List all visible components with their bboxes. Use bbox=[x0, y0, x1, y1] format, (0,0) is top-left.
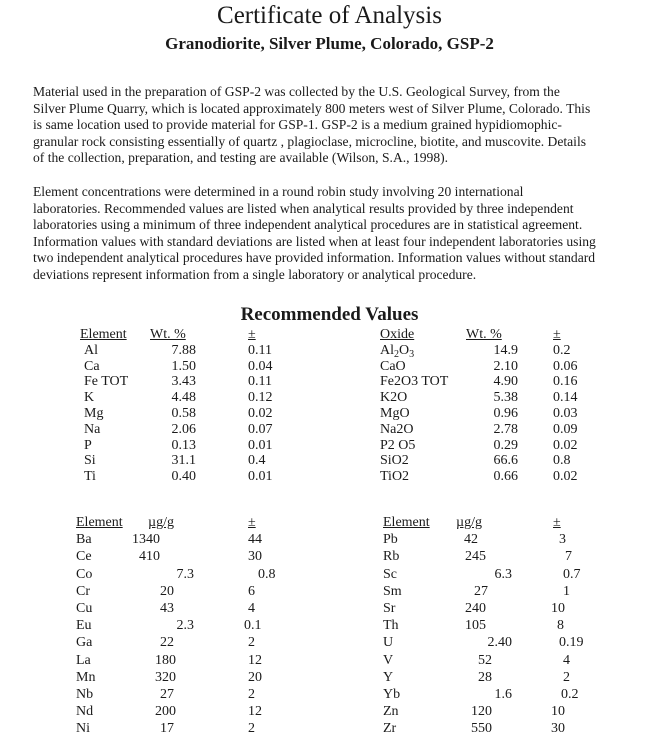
element-cell: Rb bbox=[383, 549, 400, 565]
element-cell: Nb bbox=[76, 687, 94, 702]
value-cell: 2.10 bbox=[493, 358, 518, 374]
uncertainty-cell: 0.11 bbox=[248, 374, 272, 390]
element-cell: Zr bbox=[383, 721, 397, 737]
value-cell: 7.3 bbox=[176, 566, 194, 582]
element-cell: MgO bbox=[380, 406, 410, 421]
value-cell: 5.38 bbox=[493, 390, 518, 406]
uncertainty-cell: 2 bbox=[248, 721, 255, 737]
uncertainty-cell: 0.02 bbox=[553, 437, 578, 453]
uncertainty-cell: 2 bbox=[248, 635, 255, 651]
element-cell: Nd bbox=[76, 704, 94, 720]
value-cell: 0.29 bbox=[493, 437, 518, 453]
uncertainty-cell: 0.01 bbox=[248, 469, 273, 485]
value-cell: 31.1 bbox=[171, 453, 196, 469]
column-header: ± bbox=[248, 515, 256, 530]
element-cell: Ce bbox=[76, 549, 92, 565]
value-cell: 1.6 bbox=[494, 687, 512, 702]
value-cell: 3.43 bbox=[171, 374, 196, 390]
value-cell: 120 bbox=[471, 704, 492, 720]
value-cell: 0.58 bbox=[171, 406, 196, 421]
method-paragraph bbox=[33, 184, 636, 283]
uncertainty-cell: 0.14 bbox=[553, 390, 578, 406]
element-cell: La bbox=[76, 652, 91, 668]
uncertainty-cell: 0.07 bbox=[248, 421, 273, 437]
element-cell: Mn bbox=[76, 669, 96, 685]
column-header: ± bbox=[553, 327, 561, 342]
uncertainty-cell: 0.12 bbox=[248, 390, 273, 406]
value-cell: 66.6 bbox=[493, 453, 518, 469]
document-title: Certificate of Analysis bbox=[217, 2, 442, 29]
value-cell: 1.50 bbox=[171, 358, 196, 374]
column-header: µg/g bbox=[456, 515, 482, 530]
uncertainty-cell: 0.4 bbox=[248, 453, 266, 469]
uncertainty-cell: 2 bbox=[563, 669, 570, 685]
element-cell: Pb bbox=[383, 532, 398, 548]
element-cell: TiO2 bbox=[380, 469, 410, 485]
paragraph-line: deviations represent information from a single laboratory or analytical procedure. bbox=[33, 266, 477, 282]
element-cell: Co bbox=[76, 566, 93, 582]
value-cell: 1340 bbox=[132, 532, 160, 548]
element-cell: Cu bbox=[76, 601, 93, 616]
value-cell: 28 bbox=[478, 669, 492, 685]
element-cell: CaO bbox=[380, 358, 406, 374]
value-cell: 6.3 bbox=[494, 566, 512, 582]
uncertainty-cell: 0.2 bbox=[561, 687, 579, 702]
element-cell: Mg bbox=[84, 406, 104, 421]
element-cell: Y bbox=[383, 669, 394, 685]
uncertainty-cell: 7 bbox=[565, 549, 572, 565]
value-cell: 0.66 bbox=[493, 469, 518, 485]
element-cell: Ba bbox=[76, 532, 92, 548]
uncertainty-cell: 30 bbox=[551, 721, 565, 737]
element-cell: $Al_2O_3$ bbox=[380, 342, 415, 360]
column-header: ± bbox=[248, 327, 256, 342]
uncertainty-cell: 8 bbox=[557, 618, 564, 634]
element-cell: Al bbox=[84, 342, 98, 358]
uncertainty-cell: 0.01 bbox=[248, 437, 273, 453]
uncertainty-cell: 4 bbox=[248, 601, 255, 616]
column-header: µg/g bbox=[148, 515, 174, 530]
value-cell: 2.3 bbox=[176, 618, 194, 634]
uncertainty-cell: 0.09 bbox=[553, 421, 578, 437]
uncertainty-cell: 20 bbox=[248, 669, 262, 685]
value-cell: 4.48 bbox=[171, 390, 196, 406]
element-cell: Na bbox=[84, 421, 101, 437]
uncertainty-cell: 6 bbox=[248, 583, 255, 599]
element-cell: Yb bbox=[383, 687, 401, 702]
value-cell: 0.96 bbox=[493, 406, 518, 421]
uncertainty-cell: 0.02 bbox=[553, 469, 578, 485]
value-cell: 17 bbox=[160, 721, 174, 737]
uncertainty-cell: 10 bbox=[551, 601, 565, 616]
uncertainty-cell: 0.04 bbox=[248, 358, 273, 374]
value-cell: 43 bbox=[160, 601, 174, 616]
intro-paragraph bbox=[33, 84, 636, 167]
column-header: ± bbox=[553, 515, 561, 530]
element-cell: Sc bbox=[383, 566, 397, 582]
paragraph-line: granular rock consisting essentially of quartz , plagioclase, microcline, biotite, and muscovite. Details bbox=[33, 133, 587, 149]
element-cell: Si bbox=[84, 453, 96, 469]
uncertainty-cell: 12 bbox=[248, 704, 262, 720]
value-cell: 52 bbox=[478, 652, 492, 668]
element-cell: Fe TOT bbox=[84, 374, 129, 390]
element-cell: K2O bbox=[380, 390, 408, 406]
value-cell: 0.40 bbox=[171, 469, 196, 485]
uncertainty-cell: 0.19 bbox=[559, 635, 584, 651]
value-cell: 0.13 bbox=[171, 437, 196, 453]
uncertainty-cell: 0.06 bbox=[553, 358, 578, 374]
value-cell: 2.06 bbox=[171, 421, 196, 437]
element-cell: Na2O bbox=[380, 421, 414, 437]
uncertainty-cell: 10 bbox=[551, 704, 565, 720]
element-cell: Zn bbox=[383, 704, 399, 720]
uncertainty-cell: 0.11 bbox=[248, 342, 272, 358]
element-cell: K bbox=[84, 390, 95, 406]
value-cell: 14.9 bbox=[493, 342, 518, 358]
value-cell: 180 bbox=[155, 652, 176, 668]
paragraph-line: laboratories using a minimum of three independent analytical procedures are in statistical agreement. bbox=[33, 217, 583, 232]
uncertainty-cell: 0.8 bbox=[553, 453, 571, 469]
uncertainty-cell: 0.2 bbox=[553, 342, 571, 358]
paragraph-line: is same location used to provide material for GSP-1. GSP-2 is a medium grained hypidiomophic- bbox=[33, 117, 562, 132]
element-cell: Th bbox=[383, 618, 399, 634]
uncertainty-cell: 0.02 bbox=[248, 406, 273, 421]
uncertainty-cell: 12 bbox=[248, 652, 262, 668]
element-cell: Sr bbox=[383, 601, 396, 616]
uncertainty-cell: 1 bbox=[563, 583, 570, 599]
uncertainty-cell: 30 bbox=[248, 549, 262, 565]
uncertainty-cell: 0.7 bbox=[563, 566, 581, 582]
value-cell: 22 bbox=[160, 635, 174, 651]
element-cell: Eu bbox=[76, 618, 92, 634]
paragraph-line: Silver Plume Quarry, which is located approximately 800 meters west of Silver Plume, Colorado. This bbox=[33, 100, 591, 116]
paragraph-line: of the collection, preparation, and testing are available (Wilson, S.A., 1998). bbox=[33, 150, 449, 165]
element-cell: Fe2O3 TOT bbox=[380, 374, 449, 390]
column-header: Element bbox=[80, 327, 127, 342]
document-subtitle: Granodiorite, Silver Plume, Colorado, GSP-2 bbox=[165, 34, 494, 53]
value-cell: 27 bbox=[474, 583, 488, 599]
uncertainty-cell: 0.1 bbox=[244, 618, 262, 634]
paragraph-line: laboratories. Recommended values are listed when analytical results provided by three independent bbox=[33, 200, 574, 216]
element-cell: P bbox=[84, 437, 92, 453]
value-cell: 550 bbox=[471, 721, 492, 737]
element-cell: Ti bbox=[84, 469, 96, 485]
uncertainty-cell: 0.8 bbox=[258, 566, 276, 582]
value-cell: 200 bbox=[155, 704, 176, 720]
column-header: Wt. % bbox=[466, 327, 502, 342]
value-cell: 240 bbox=[465, 601, 486, 616]
value-cell: 20 bbox=[160, 583, 174, 599]
element-cell: U bbox=[383, 635, 394, 651]
element-cell: Ni bbox=[76, 721, 90, 737]
value-cell: 105 bbox=[465, 618, 486, 634]
value-cell: 42 bbox=[464, 532, 478, 548]
uncertainty-cell: 3 bbox=[559, 532, 566, 548]
column-header: Element bbox=[383, 515, 430, 530]
uncertainty-cell: 0.16 bbox=[553, 374, 578, 390]
element-cell: V bbox=[383, 652, 394, 668]
element-cell: Sm bbox=[383, 583, 402, 599]
element-cell: Ca bbox=[84, 358, 100, 374]
element-cell: Cr bbox=[76, 583, 90, 599]
value-cell: 27 bbox=[160, 687, 174, 702]
paragraph-line: Element concentrations were determined in a round robin study involving 20 international bbox=[33, 184, 524, 199]
uncertainty-cell: 0.03 bbox=[553, 406, 578, 421]
value-cell: 4.90 bbox=[493, 374, 518, 390]
paragraph-line: Information values with standard deviations are listed when at least four independent laboratories using bbox=[33, 233, 596, 249]
value-cell: 245 bbox=[465, 549, 486, 565]
value-cell: 320 bbox=[155, 669, 176, 685]
element-cell: SiO2 bbox=[380, 453, 409, 469]
recommended-values-heading: Recommended Values bbox=[240, 304, 419, 325]
column-header: Wt. % bbox=[150, 327, 186, 342]
uncertainty-cell: 4 bbox=[563, 652, 570, 668]
value-cell: 2.40 bbox=[487, 635, 512, 651]
value-cell: 2.78 bbox=[493, 421, 518, 437]
element-cell: P2 O5 bbox=[380, 437, 416, 453]
value-cell: 410 bbox=[139, 549, 160, 565]
column-header: Oxide bbox=[380, 327, 415, 342]
paragraph-line: Material used in the preparation of GSP-2 was collected by the U.S. Geological Survey, from the bbox=[33, 84, 560, 99]
element-cell: Ga bbox=[76, 635, 93, 651]
paragraph-line: two independent analytical procedures have provided information. Information values without standard bbox=[33, 250, 596, 265]
uncertainty-cell: 44 bbox=[248, 532, 262, 548]
uncertainty-cell: 2 bbox=[248, 687, 255, 702]
value-cell: 7.88 bbox=[171, 342, 196, 358]
column-header: Element bbox=[76, 515, 123, 530]
